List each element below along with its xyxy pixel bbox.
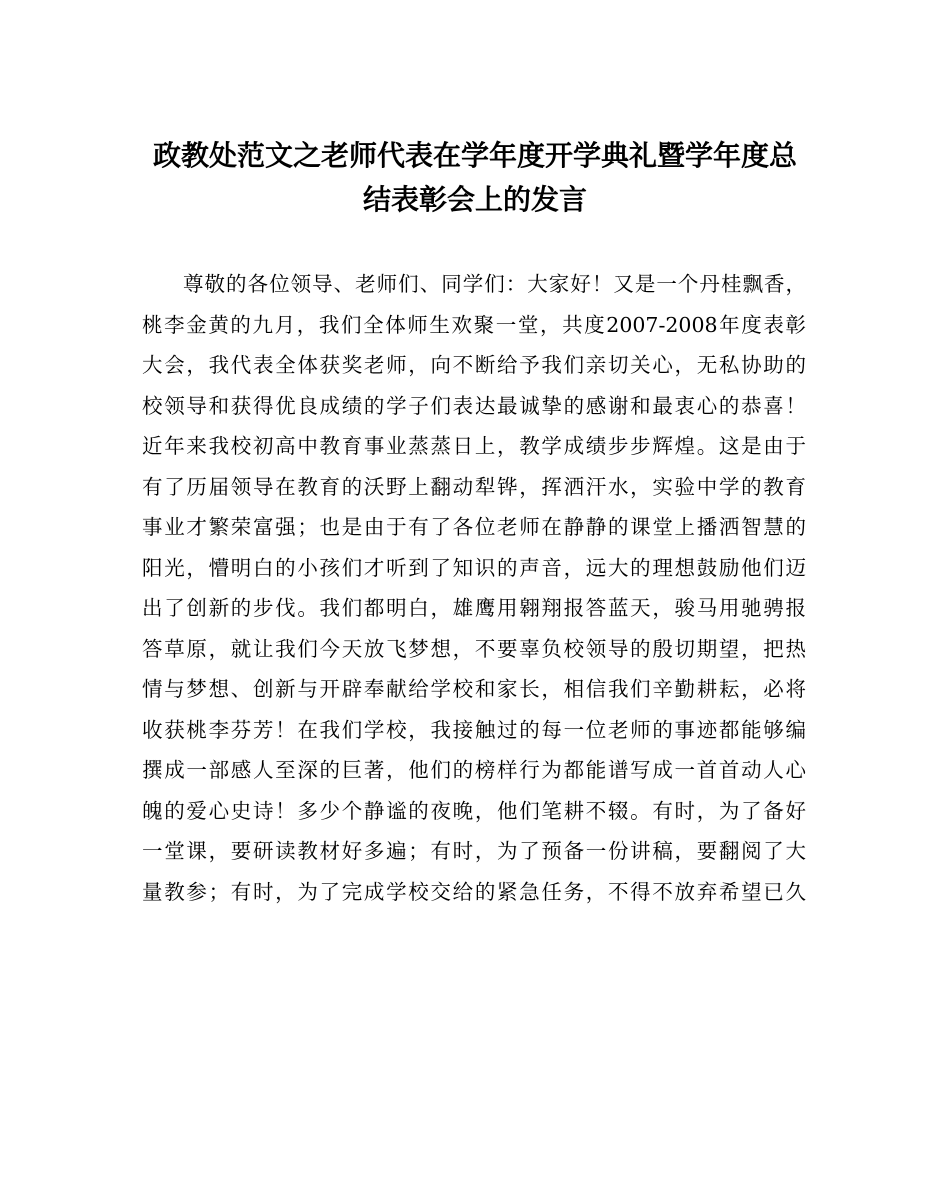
body-line: 量教参；有时，为了完成学校交给的紧急任务，不得不放弃希望已久 xyxy=(142,879,806,904)
body-line: 撰成一部感人至深的巨著，他们的榜样行为都能谱写成一首首动人心 xyxy=(142,758,806,782)
body-line: 答草原，就让我们今天放飞梦想，不要辜负校领导的殷切期望，把热 xyxy=(142,636,806,661)
body-line: 校领导和获得优良成绩的学子们表达最诚挚的感谢和最衷心的恭喜！ xyxy=(142,393,806,418)
document-title xyxy=(140,134,810,222)
body-line: 情与梦想、创新与开辟奉献给学校和家长，相信我们辛勤耕耘，必将 xyxy=(142,677,806,701)
body-line: 近年来我校初高中教育事业蒸蒸日上，教学成绩步步辉煌。这是由于 xyxy=(142,434,806,458)
body-line: 事业才繁荣富强；也是由于有了各位老师在静静的课堂上播洒智慧的 xyxy=(142,515,806,539)
body-line: 一堂课，要研读教材好多遍；有时，为了预备一份讲稿，要翻阅了大 xyxy=(142,839,806,863)
body-line: 尊敬的各位领导、老师们、同学们：大家好！又是一个丹桂飘香， xyxy=(183,272,806,296)
title-line: 政教处范文之老师代表在学年度开学典礼暨学年度总 xyxy=(152,139,797,172)
body-line: 大会，我代表全体获奖老师，向不断给予我们亲切关心，无私协助的 xyxy=(142,353,806,377)
body-line: 出了创新的步伐。我们都明白，雄鹰用翱翔报答蓝天，骏马用驰骋报 xyxy=(142,596,806,620)
title-line: 结表彰会上的发言 xyxy=(362,183,587,216)
body-line: 有了历届领导在教育的沃野上翻动犁铧，挥洒汗水，实验中学的教育 xyxy=(142,474,806,499)
body-line: 阳光，懵明白的小孩们才听到了知识的声音，远大的理想鼓励他们迈 xyxy=(142,555,806,580)
document-body xyxy=(142,264,806,912)
body-line: 桃李金黄的九月，我们全体师生欢聚一堂，共度2007-2008年度表彰 xyxy=(142,312,806,337)
body-line: 魄的爱心史诗！多少个静谧的夜晚，他们笔耕不辍。有时，为了备好 xyxy=(142,798,806,823)
body-line: 收获桃李芬芳！在我们学校，我接触过的每一位老师的事迹都能够编 xyxy=(142,717,806,742)
